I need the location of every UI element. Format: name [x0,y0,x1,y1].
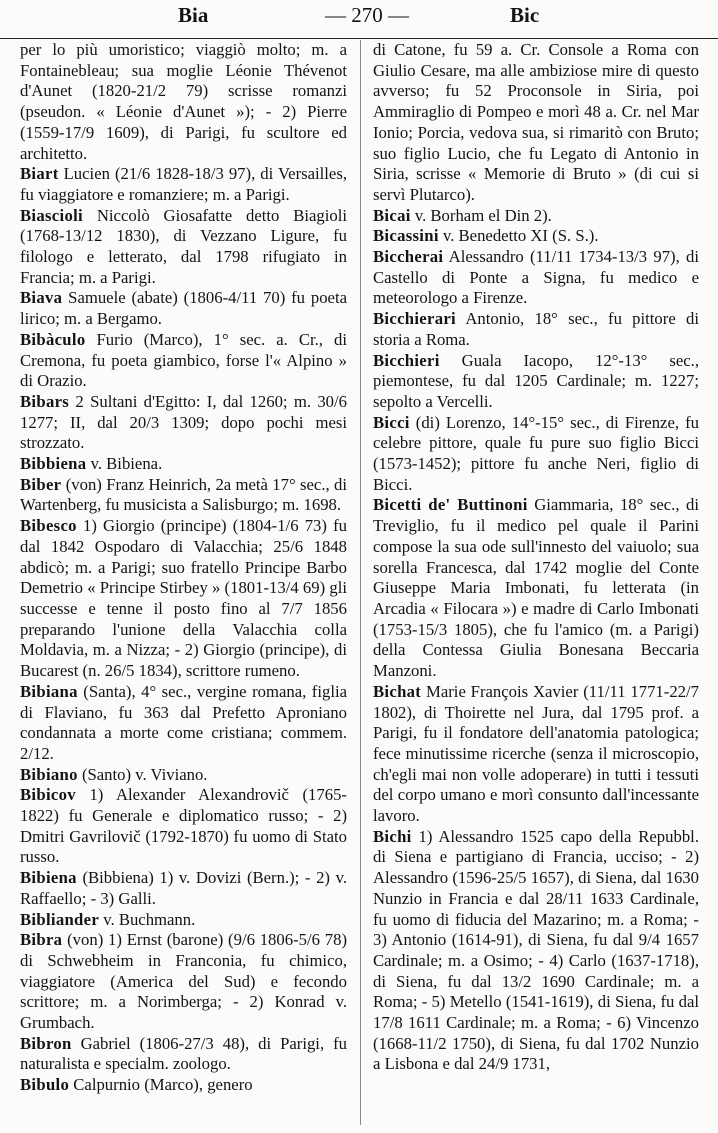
dictionary-entry [20,475,347,516]
page-header [0,0,718,39]
entry-headword: Bibesco [20,516,77,536]
entry-headword: Bicassini [373,226,439,246]
dictionary-entry [20,785,347,868]
dictionary-entry [20,516,347,682]
entry-text: 1) Giorgio (principe) (1804-1/6 73) fu dal 1842 Ospodaro di Valacchia; 25/6 1848 abdicò; m. a Parigi; suo fratello Principe Barbo Demetrio « Principe Stirbey » (1801-13/4 69) gli successe e tenne il posto fino al 7/7 1856 preparando l'unione della Valacchia colla Moldavia, m. a Nizza; - 2) Giorgio (principe), di Bucarest (n. 26/5 1834), scrittore rumeno. [20,516,347,681]
entry-text: Samuele (abate) (1806-4/11 70) fu poeta lirico; m. a Bergamo. [20,288,347,329]
entry-text: Giammaria, 18° sec., di Treviglio, fu il medico pel quale il Parini compose la sua ode sull'innesto del vaiuolo; sua sorella Francesca, dal 1742 moglie del Conte Giuseppe Maria Imbonati, fu letterata (in Arcadia « Filocara ») e madre di Carlo Imbonati (1753-15/3 1805), che fu l'amico (m. a Parigi) della Contessa Giulia Bonesana Beccaria Manzoni. [373,495,699,681]
entry-text: v. Borham el Din 2). [414,205,552,225]
dictionary-entry [20,682,347,765]
entry-headword: Bibiena [20,868,77,888]
entry-text: (von) 1) Ernst (barone) (9/6 1806-5/6 78) di Schwebheim in Franconia, fu chimico, viaggiatore (America del Sud) e fecondo scrittore; m. a Norimberga; - 2) Konrad v. Grumbach. [20,930,348,1033]
entry-text: di Catone, fu 59 a. Cr. Console a Roma con Giulio Cesare, ma alle ambiziose mire di questo avverso; fu 52 Proconsole in Siria, poi Ammiraglio di Pompeo e morì 48 a. Cr. nel Mar Ionio; Porcia, vedova sua, si rimaritò con Bruto; suo figlio Lucio, che fu Legato di Antonio in Siria, scrisse « Memorie di Bruto » (di cui si servì Plutarco). [373,40,699,204]
dictionary-entry [373,226,699,247]
entry-headword: Biccherai [373,247,444,267]
entry-headword: Biava [20,288,63,308]
entry-headword: Bicci [373,412,410,432]
entry-text: (di) Lorenzo, 14°-15° sec., di Firenze, fu celebre pittore, quale fu pure suo figlio Bicci (1573-1452); pittore fu anche Neri, figlio di Bicci. [373,412,699,494]
entry-headword: Bibars [20,391,70,411]
entry-text: Guala Iacopo, 12°-13° sec., piemontese, fu dal 1205 Cardinale; m. 1227; sepolto a Vercelli. [373,350,699,411]
dictionary-entry [20,930,347,1034]
entry-text: Marie François Xavier (11/11 1771-22/7 1802), di Thoirette nel Jura, dal 1795 prof. a Parigi, fu il fondatore dell'anatomia patologica; fece minutissime ricerche (senza il microscopio, ch'egli mai non volle adoperare) in tutti i tessuti del corpo umano e morì consunto dall'incessante lavoro. [373,681,699,826]
header-left-word: Bia [178,3,209,27]
entry-text: 1) Alessandro 1525 capo della Repubbl. di Siena e partigiano di Francia, ucciso; - 2) Alessandro (1596-25/5 1657), di Siena, dal 1630 Nunzio in Francia e dal 28/11 1633 Cardinale, fu uomo di fiducia del Mazarino; m. a Roma; - 3) Antonio (1614-91), di Siena, fu dal 9/4 1657 Cardinale; m. a Osimo; - 4) Carlo (1637-1718), di Siena, fu dal 13/2 1690 Cardinale; m. a Roma; - 5) Metello (1541-1619), di Siena, fu dal 17/8 1611 Cardinale; m. a Roma; - 6) Vincenzo (1668-11/2 1750), di Siena, fu dal 1702 Nunzio a Lisbona e dal 24/9 1731, [373,826,699,1074]
entry-headword: Bibliander [20,909,100,929]
entry-text: (von) Franz Heinrich, 2a metà 17° sec., di Wartenberg, fu musicista a Salisburgo; m. 1698. [20,474,347,515]
dictionary-entry [20,765,347,786]
dictionary-entry [20,206,347,289]
entry-headword: Biber [20,474,62,494]
dictionary-entry [373,206,699,227]
entry-text: (Santo) v. Viviano. [81,764,208,784]
left-column [20,40,347,1096]
dictionary-entry [20,1075,347,1096]
entry-text: Niccolò Giosafatte detto Biagioli (1768-13/12 1830), di Vezzano Ligure, fu filologo e letterato, dal 1798 rifugiato in Francia; m. a Parigi. [20,205,347,287]
entry-text: Lucien (21/6 1828-18/3 97), di Versailles, fu viaggiatore e romanziere; m. a Parigi. [20,164,348,204]
dictionary-entry [373,413,699,496]
entry-headword: Bibicov [20,785,76,805]
dictionary-entry [373,827,699,1075]
dictionary-entry [20,868,347,909]
dictionary-entry [373,40,699,206]
header-right-word: Bic [510,3,540,27]
dictionary-entry [20,164,347,205]
dictionary-entry [373,309,699,350]
entry-headword: Bibulo [20,1075,70,1095]
dictionary-entry [373,247,699,309]
entry-headword: Bichat [373,681,422,701]
dictionary-entry [20,454,347,475]
entry-text: Alessandro (11/11 1734-13/3 97), di Castello di Ponte a Signa, fu medico e meteorologo a Firenze. [373,247,699,308]
entry-text: Gabriel (1806-27/3 48), di Parigi, fu naturalista e specialm. zoologo. [20,1033,347,1074]
entry-text: 1) Alexander Alexandrovič (1765-1822) fu Generale e diplomatico russo; - 2) Dmitri Gavrilovič (1792-1870) fu uomo di Stato russo. [20,785,347,867]
entry-headword: Bicetti de' Buttinoni [373,495,528,515]
entry-text: v. Bibiena. [90,454,163,474]
entry-text: 2 Sultani d'Egitto: I, dal 1260; m. 30/6 1277; II, dal 20/3 1309; dopo pochi mesi strozzato. [20,391,348,453]
dictionary-entry [373,495,699,681]
entry-text: v. Benedetto XI (S. S.). [442,226,599,246]
dictionary-entry [20,910,347,931]
entry-headword: Bichi [373,826,412,846]
column-divider [360,40,361,1125]
entry-headword: Biart [20,164,59,184]
entry-headword: Bicai [373,205,411,225]
dictionary-entry [373,351,699,413]
entry-text: Calpurnio (Marco), genero [73,1075,253,1095]
dictionary-entry [373,682,699,827]
page-number: — 270 — [325,3,409,27]
right-column [373,40,699,1075]
entry-headword: Bicchieri [373,350,440,370]
entry-headword: Bibiano [20,764,78,784]
entry-text: (Bibbiena) 1) v. Dovizi (Bern.); - 2) v. Raffaello; - 3) Galli. [20,868,347,908]
entry-headword: Bibron [20,1033,72,1053]
entry-headword: Bibra [20,930,63,950]
dictionary-entry [20,330,347,392]
dictionary-entry [20,40,347,164]
entry-headword: Bibbiena [20,454,87,474]
entry-headword: Bibiana [20,681,78,701]
entry-headword: Biascioli [20,205,83,225]
dictionary-entry [20,288,347,329]
entry-text: (Santa), 4° sec., vergine romana, figlia di Flaviano, fu 363 dal Prefetto Aproniano condannata a morte come cristiana; commem. 2/12. [20,681,347,763]
entry-headword: Bicchierari [373,309,456,329]
entry-headword: Bibàculo [20,329,86,349]
entry-text: per lo più umoristico; viaggiò molto; m. a Fontainebleau; sua moglie Léonie Thévenot d'Aunet (1820-21/2 79) scrisse romanzi (pseudon. « Léonie d'Aunet »); - 2) Pierre (1559-17/9 1609), di Parigi, fu scultore ed architetto. [20,40,347,163]
entry-text: v. Buchmann. [103,909,196,929]
dictionary-entry [20,1034,347,1075]
dictionary-entry [20,392,347,454]
entry-text: Antonio, 18° sec., fu pittore di storia a Roma. [373,309,699,349]
entry-text: Furio (Marco), 1° sec. a. Cr., di Cremona, fu poeta giambico, forse l'« Alpino » di Orazio. [20,329,348,391]
